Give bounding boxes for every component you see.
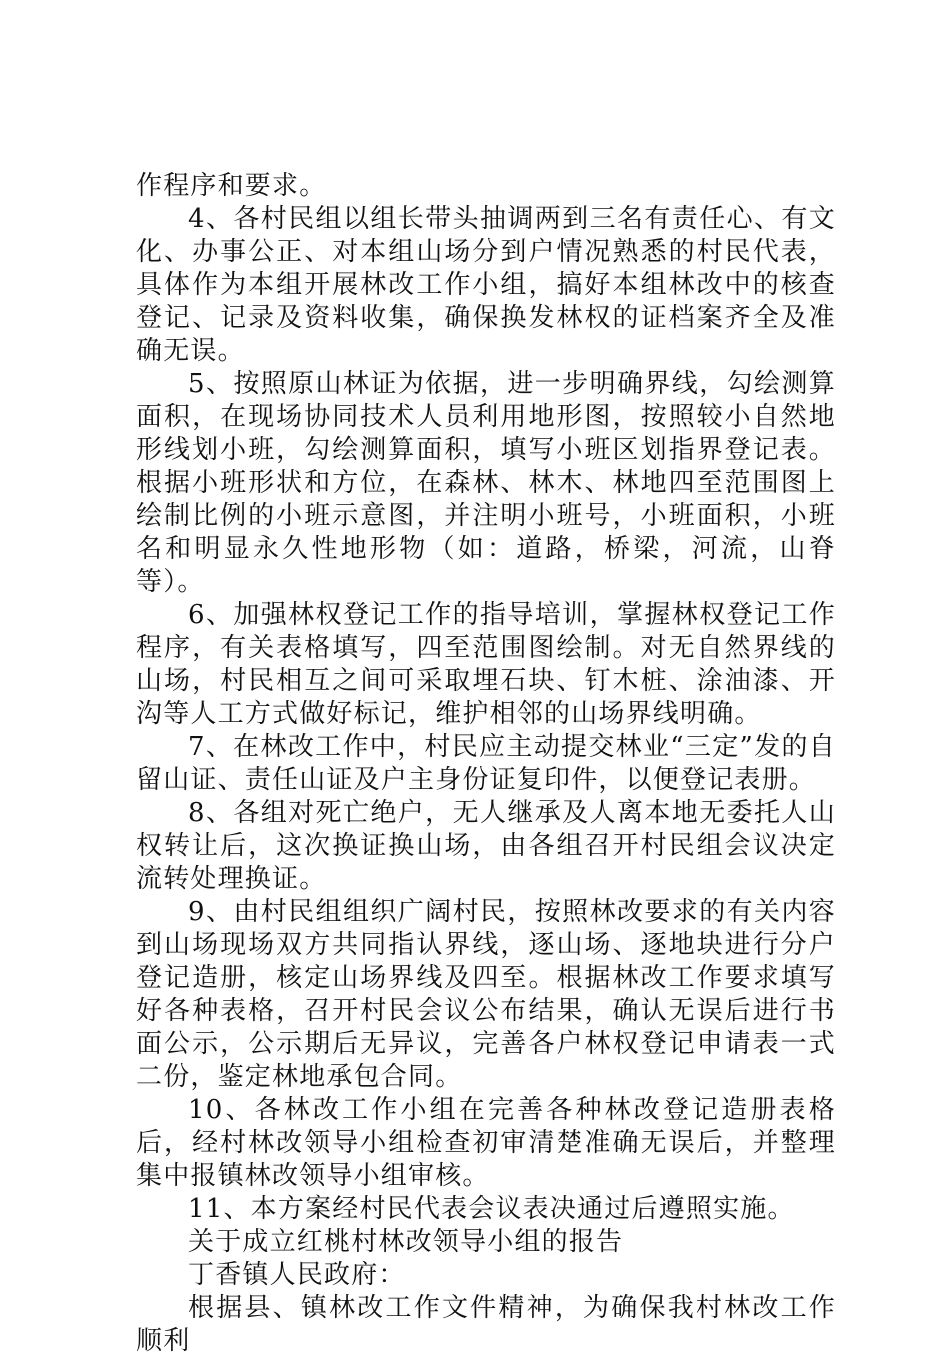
- paragraph-item-6: 6、加强林权登记工作的指导培训，掌握林权登记工作程序，有关表格填写，四至范围图绘制。对无自然界线的山场，村民相互之间可采取埋石块、钉木桩、涂油漆、开沟等人工方式做好标记，维护相邻的山场界线明确。: [136, 600, 836, 729]
- report-title: 关于成立红桃村林改领导小组的报告: [188, 1227, 624, 1257]
- document-body: [136, 170, 836, 1358]
- paragraph-item-10: 10、各林改工作小组在完善各种林改登记造册表格后，经村林改领导小组检查初审清楚准确无误后，并整理集中报镇林改领导小组审核。: [136, 1095, 836, 1191]
- paragraph-item-8: 8、各组对死亡绝户，无人继承及人离本地无委托人山权转让后，这次换证换山场，由各组召开村民组会议决定流转处理换证。: [136, 798, 836, 894]
- paragraph-item-7: 7、在林改工作中，村民应主动提交林业“三定”发的自留山证、责任山证及户主身份证复印件，以便登记表册。: [136, 732, 836, 795]
- paragraph-item-9: 9、由村民组组织广阔村民，按照林改要求的有关内容到山场现场双方共同指认界线，逐山场、逐地块进行分户登记造册，核定山场界线及四至。根据林改工作要求填写好各种表格，召开村民会议公布结果，确认无误后进行书面公示，公示期后无异议，完善各户林权登记申请表一式二份，鉴定林地承包合同。: [136, 897, 836, 1092]
- paragraph-continuation: 作程序和要求。: [136, 171, 327, 201]
- report-addressee: 丁香镇人民政府：: [188, 1260, 406, 1290]
- paragraph-item-4: 4、各村民组以组长带头抽调两到三名有责任心、有文化、办事公正、对本组山场分到户情况熟悉的村民代表，具体作为本组开展林改工作小组，搞好本组林改中的核查登记、记录及资料收集，确保换发林权的证档案齐全及准确无误。: [136, 204, 836, 366]
- paragraph-item-5: 5、按照原山林证为依据，进一步明确界线，勾绘测算面积，在现场协同技术人员利用地形图，按照较小自然地形线划小班，勾绘测算面积，填写小班区划指界登记表。根据小班形状和方位，在森林、林木、林地四至范围图上绘制比例的小班示意图，并注明小班号，小班面积，小班名和明显永久性地形物（如：道路，桥梁，河流，山脊等）。: [136, 369, 836, 597]
- paragraph-item-11: 11、本方案经村民代表会议表决通过后遵照实施。: [188, 1194, 795, 1224]
- report-body-start: 根据县、镇林改工作文件精神，为确保我村林改工作顺利: [136, 1293, 836, 1356]
